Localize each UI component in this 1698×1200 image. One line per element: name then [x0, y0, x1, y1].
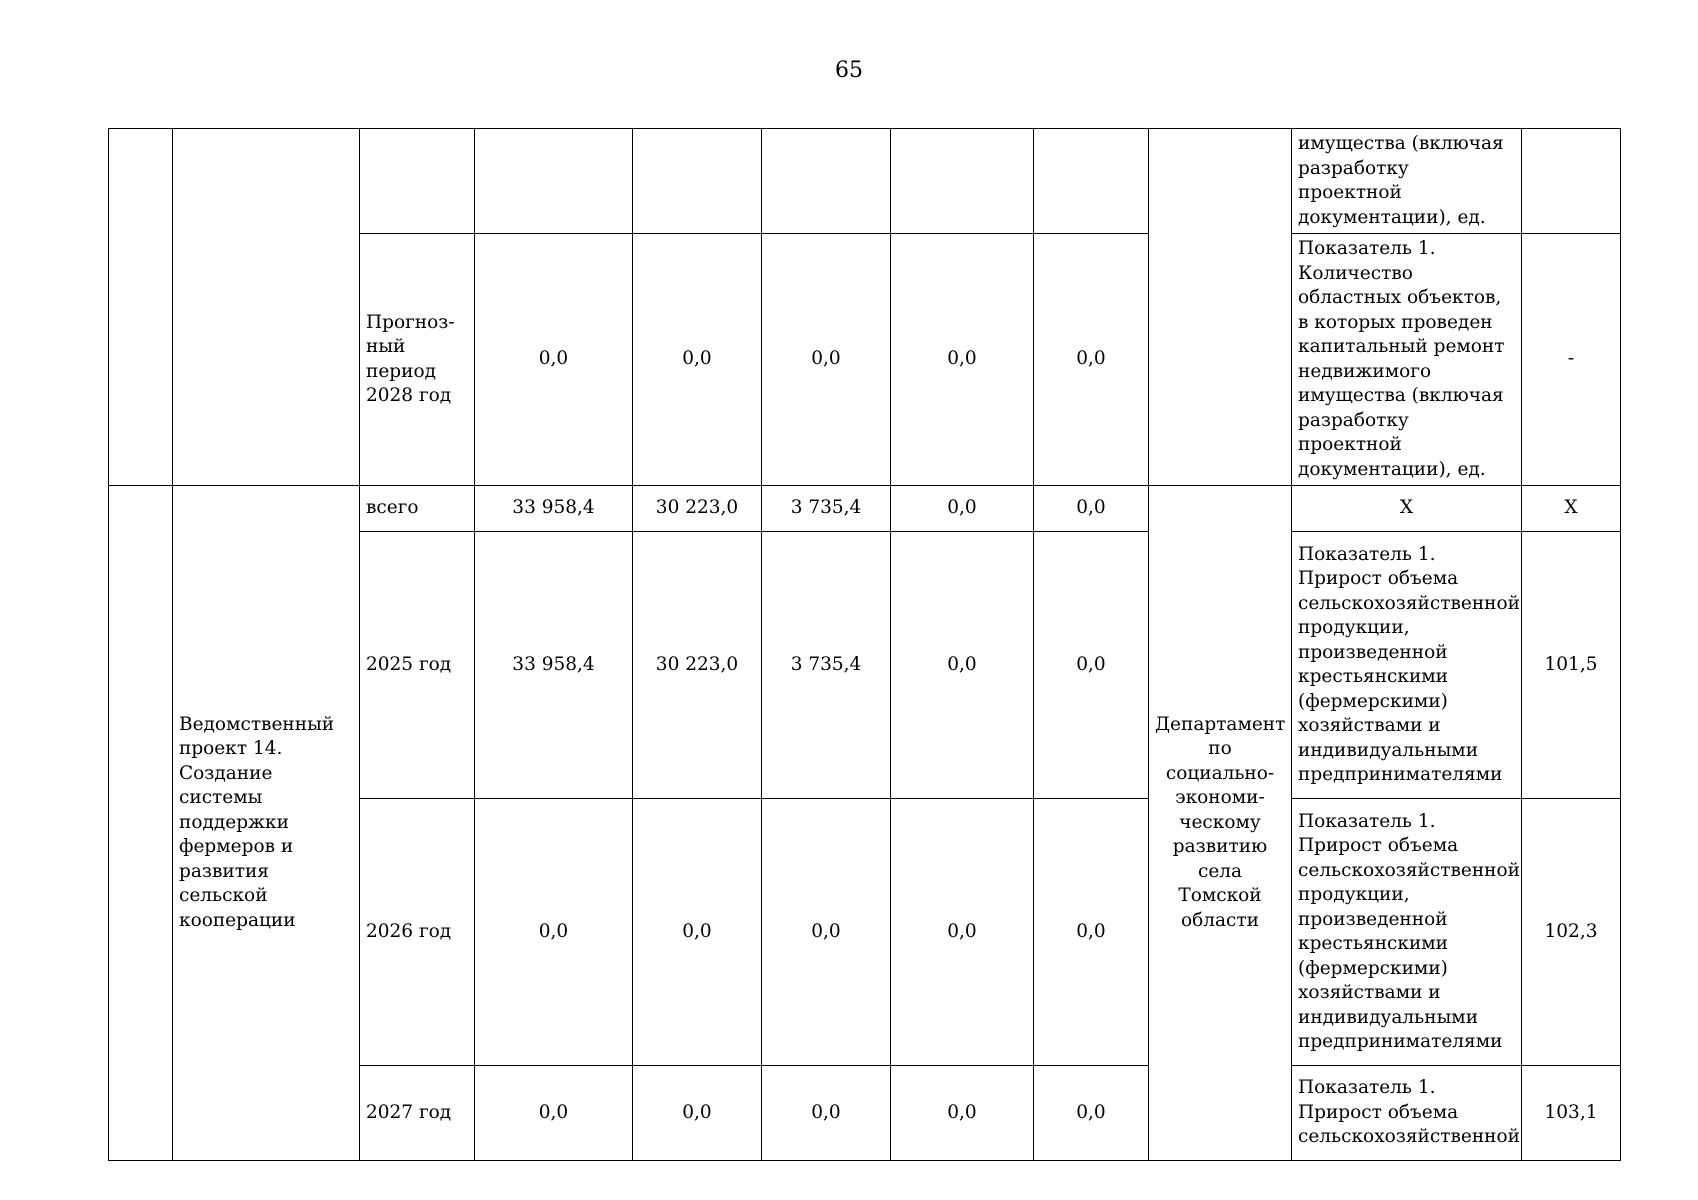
- executor-cell: [1149, 129, 1292, 486]
- local-cell: 0,0: [891, 234, 1034, 486]
- indicator-cell: Показатель 1. Прирост объема сельскохозяйственной продукции, произведенной крестьянскими (фермерскими) хозяйствами и индивидуальными предпринимателями: [1292, 532, 1522, 799]
- total-cell: 33 958,4: [475, 486, 633, 532]
- other-cell: 0,0: [1034, 1066, 1149, 1161]
- period-cell: всего: [360, 486, 475, 532]
- local-cell: [891, 129, 1034, 234]
- period-cell: Прогноз-ный период 2028 год: [360, 234, 475, 486]
- regional-cell: 3 735,4: [762, 486, 891, 532]
- indicator-cell: имущества (включая разработку проектной документации), ед.: [1292, 129, 1522, 234]
- regional-cell: 0,0: [762, 1066, 891, 1161]
- total-cell: 33 958,4: [475, 532, 633, 799]
- federal-cell: 0,0: [633, 234, 762, 486]
- other-cell: 0,0: [1034, 486, 1149, 532]
- federal-cell: 30 223,0: [633, 532, 762, 799]
- program-budget-table: [108, 128, 1621, 1161]
- indicator-cell: X: [1292, 486, 1522, 532]
- row-number-cell: [109, 486, 173, 1161]
- other-cell: 0,0: [1034, 532, 1149, 799]
- local-cell: 0,0: [891, 532, 1034, 799]
- local-cell: 0,0: [891, 1066, 1034, 1161]
- federal-cell: [633, 129, 762, 234]
- table-row: [109, 486, 1621, 532]
- local-cell: 0,0: [891, 799, 1034, 1066]
- other-cell: 0,0: [1034, 234, 1149, 486]
- executor-cell: Департамент по социально-экономи-ческому развитию села Томской области: [1149, 486, 1292, 1161]
- federal-cell: 0,0: [633, 1066, 762, 1161]
- local-cell: 0,0: [891, 486, 1034, 532]
- regional-cell: [762, 129, 891, 234]
- total-cell: 0,0: [475, 799, 633, 1066]
- indicator-value-cell: 102,3: [1522, 799, 1621, 1066]
- other-cell: [1034, 129, 1149, 234]
- indicator-cell: Показатель 1. Прирост объема сельскохозяйственной продукции, произведенной крестьянскими (фермерскими) хозяйствами и индивидуальными предпринимателями: [1292, 799, 1522, 1066]
- indicator-value-cell: [1522, 129, 1621, 234]
- total-cell: 0,0: [475, 234, 633, 486]
- total-cell: [475, 129, 633, 234]
- regional-cell: 3 735,4: [762, 532, 891, 799]
- regional-cell: 0,0: [762, 234, 891, 486]
- indicator-cell: Показатель 1. Количество областных объектов, в которых проведен капитальный ремонт недвижимого имущества (включая разработку проектной документации), ед.: [1292, 234, 1522, 486]
- indicator-cell: Показатель 1. Прирост объема сельскохозяйственной: [1292, 1066, 1522, 1161]
- period-cell: [360, 129, 475, 234]
- regional-cell: 0,0: [762, 799, 891, 1066]
- federal-cell: 30 223,0: [633, 486, 762, 532]
- period-cell: 2027 год: [360, 1066, 475, 1161]
- page-number: 65: [835, 58, 863, 83]
- row-number-cell: [109, 129, 173, 486]
- period-cell: 2025 год: [360, 532, 475, 799]
- indicator-value-cell: X: [1522, 486, 1621, 532]
- project-name-cell: Ведомственный проект 14. Создание системы поддержки фермеров и развития сельской кооперации: [173, 486, 360, 1161]
- table-row: [109, 129, 1621, 234]
- total-cell: 0,0: [475, 1066, 633, 1161]
- period-cell: 2026 год: [360, 799, 475, 1066]
- indicator-value-cell: -: [1522, 234, 1621, 486]
- federal-cell: 0,0: [633, 799, 762, 1066]
- other-cell: 0,0: [1034, 799, 1149, 1066]
- task-name-cell: [173, 129, 360, 486]
- indicator-value-cell: 101,5: [1522, 532, 1621, 799]
- indicator-value-cell: 103,1: [1522, 1066, 1621, 1161]
